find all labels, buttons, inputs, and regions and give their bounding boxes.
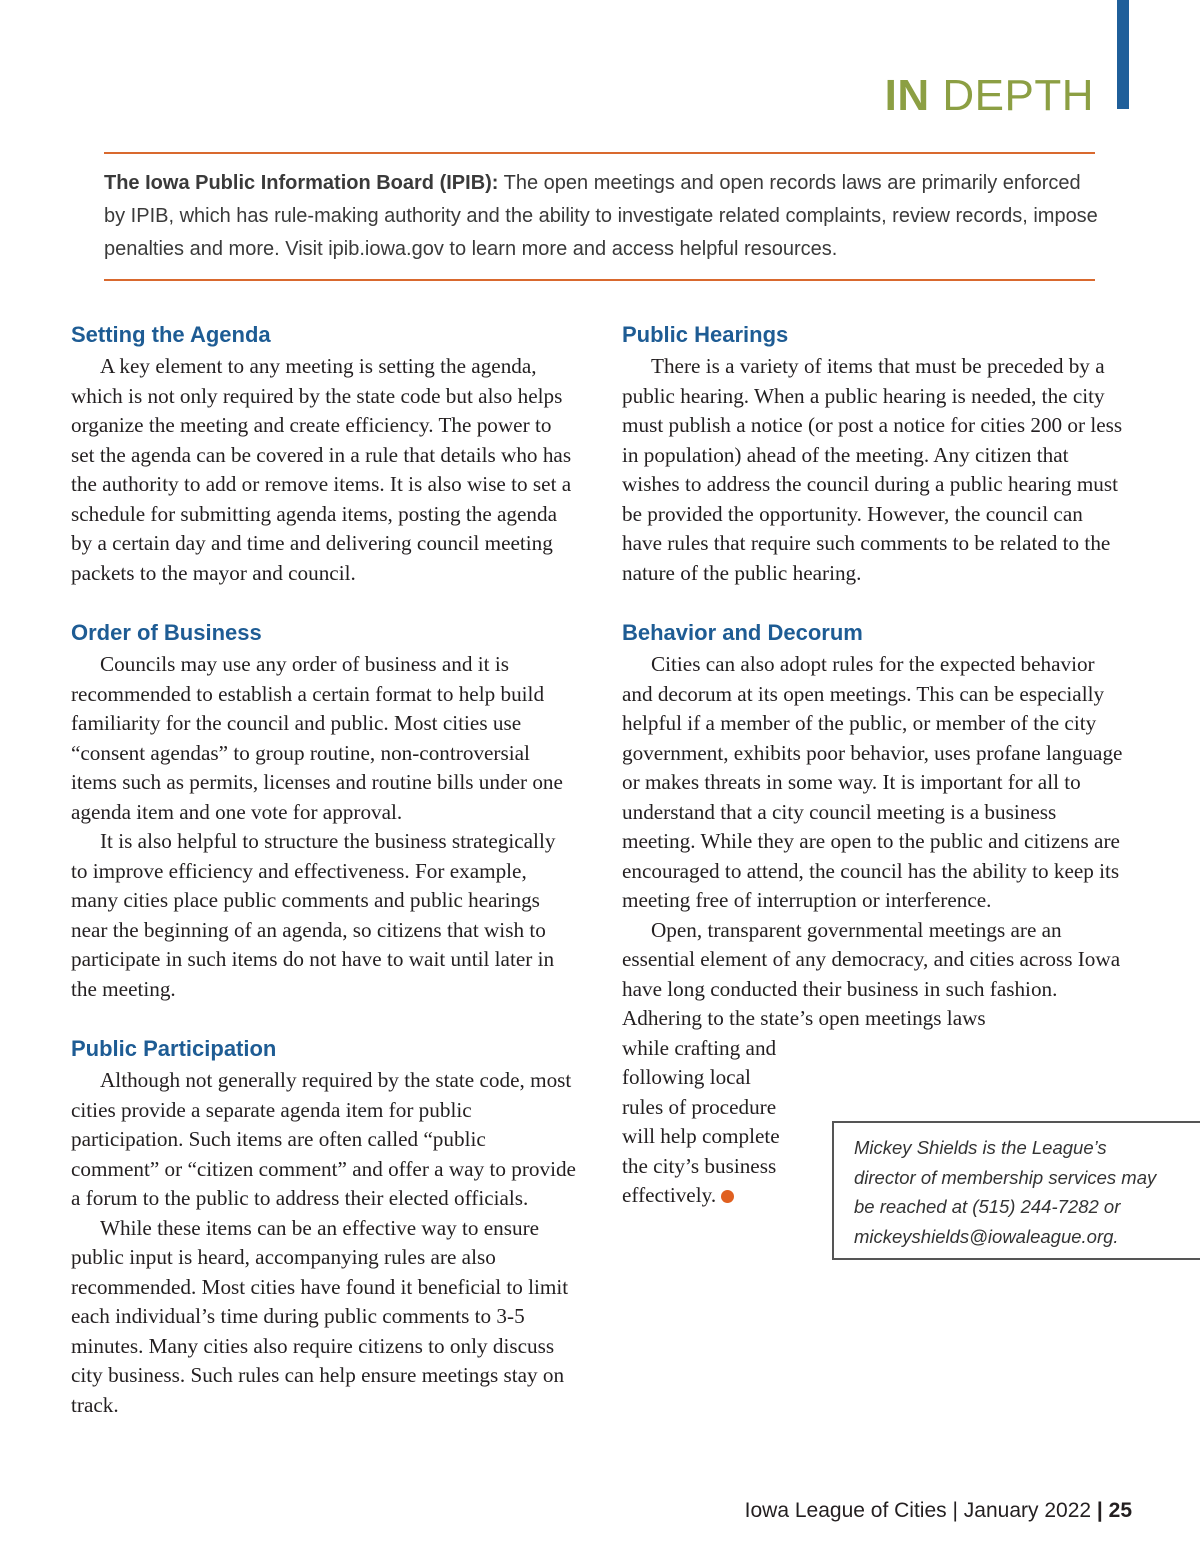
heading-behavior-decorum: Behavior and Decorum bbox=[622, 620, 863, 645]
callout-bottom-rule bbox=[104, 279, 1095, 281]
footer-publication: Iowa League of Cities bbox=[744, 1499, 947, 1522]
body-paragraph: It is also helpful to structure the business strategically to improve efficiency and effectiveness. For example, many cities place public comments and public hearings near the beginning of an agenda, so citizens that wish to participate in such items do not have to wait until later in the meeting. bbox=[71, 829, 556, 1001]
heading-public-hearings: Public Hearings bbox=[622, 322, 789, 347]
section-label-bold: IN bbox=[884, 71, 930, 120]
footer-separator-2: | bbox=[1096, 1499, 1103, 1522]
author-bio-box bbox=[832, 1121, 1200, 1260]
page-footer bbox=[745, 1496, 1132, 1526]
closing-lines bbox=[622, 1034, 802, 1211]
author-bio-line: director of membership services may bbox=[854, 1166, 1157, 1188]
accent-bar bbox=[1117, 0, 1129, 109]
closing-line-text: effectively. bbox=[622, 1183, 717, 1207]
callout-text: The open meetings and open records laws are primarily enforced by IPIB, which has rule-making authority and the ability to investigate related complaints, review records, impose penalties and more. Visit ipib.iowa.gov to learn more and access helpful resources. bbox=[104, 172, 1098, 260]
heading-public-participation: Public Participation bbox=[71, 1036, 277, 1061]
footer-separator: | bbox=[952, 1499, 958, 1522]
author-bio-line: be reached at (515) 244-7282 or bbox=[854, 1196, 1121, 1217]
heading-order-of-business: Order of Business bbox=[71, 620, 262, 645]
body-paragraph: Cities can also adopt rules for the expected behavior and decorum at its open meetings. This can be especially helpful if a member of the public, or member of the city government, exhibits poor behavior, uses profane language or makes threats in some way. It is important for all to understand that a city council meeting is a business meeting. While they are open to the public and citizens are encouraged to attend, the council has the ability to keep its meeting free of interruption or interference. bbox=[622, 652, 1123, 912]
heading-setting-agenda: Setting the Agenda bbox=[71, 322, 271, 347]
body-paragraph: There is a variety of items that must be preceded by a public hearing. When a public hearing is needed, the city must publish a notice (or post a notice for cities 200 or less in population) ahead of the meeting. Any citizen that wishes to address the council during a public hearing must be provided the opportunity. However, the council can have rules that require such comments to be related to the nature of the public hearing. bbox=[622, 354, 1123, 585]
body-paragraph: Open, transparent governmental meetings are an essential element of any democracy, and cities across Iowa have long conducted their business in such fashion. Adhering to the state’s open meetings laws bbox=[622, 917, 1121, 1030]
left-column bbox=[71, 318, 576, 1420]
section-label bbox=[885, 68, 1094, 124]
closing-line: will help complete bbox=[622, 1124, 780, 1148]
closing-line: following local bbox=[622, 1065, 751, 1089]
ipib-callout bbox=[104, 167, 1104, 266]
callout-top-rule bbox=[104, 152, 1095, 154]
closing-line-last bbox=[622, 1181, 802, 1211]
closing-line: rules of procedure bbox=[622, 1094, 777, 1119]
right-column bbox=[622, 318, 1127, 1211]
closing-line: while crafting and bbox=[622, 1035, 777, 1060]
section-label-rest: DEPTH bbox=[942, 71, 1094, 120]
body-paragraph: A key element to any meeting is setting the agenda, which is not only required by the state code but also helps organize the meeting and create efficiency. The power to set the agenda can be covered in a rule that details who has the authority to add or remove items. It is also wise to set a schedule for submitting agenda items, posting the agenda by a certain day and time and delivering council meeting packets to the mayor and council. bbox=[71, 354, 572, 585]
closing-line: the city’s business bbox=[622, 1153, 777, 1178]
author-bio-line: mickeyshields@iowaleague.org. bbox=[854, 1225, 1119, 1247]
end-mark-icon bbox=[721, 1190, 734, 1203]
body-paragraph: Although not generally required by the state code, most cities provide a separate agenda item for public participation. Such items are often called “public comment” or “citizen comment” and offer a way to provide a forum to the public to address their elected officials. bbox=[71, 1068, 576, 1210]
body-paragraph: While these items can be an effective way to ensure public input is heard, accompanying rules are also recommended. Most cities have found it beneficial to limit each individual’s time during public comments to 3-5 minutes. Many cities also require citizens to only discuss city business. Such rules can help ensure meetings stay on track. bbox=[71, 1215, 569, 1417]
page-number: 25 bbox=[1108, 1499, 1132, 1522]
callout-lead: The Iowa Public Information Board (IPIB): bbox=[104, 172, 499, 194]
author-bio-line: Mickey Shields is the League’s bbox=[854, 1137, 1107, 1158]
body-paragraph: Councils may use any order of business and it is recommended to establish a certain format to help build familiarity for the council and public. Most cities use “consent agendas” to group routine, non-controversial items such as permits, licenses and routine bills under one agenda item and one vote for approval. bbox=[71, 652, 563, 824]
footer-issue: January 2022 bbox=[963, 1499, 1092, 1522]
